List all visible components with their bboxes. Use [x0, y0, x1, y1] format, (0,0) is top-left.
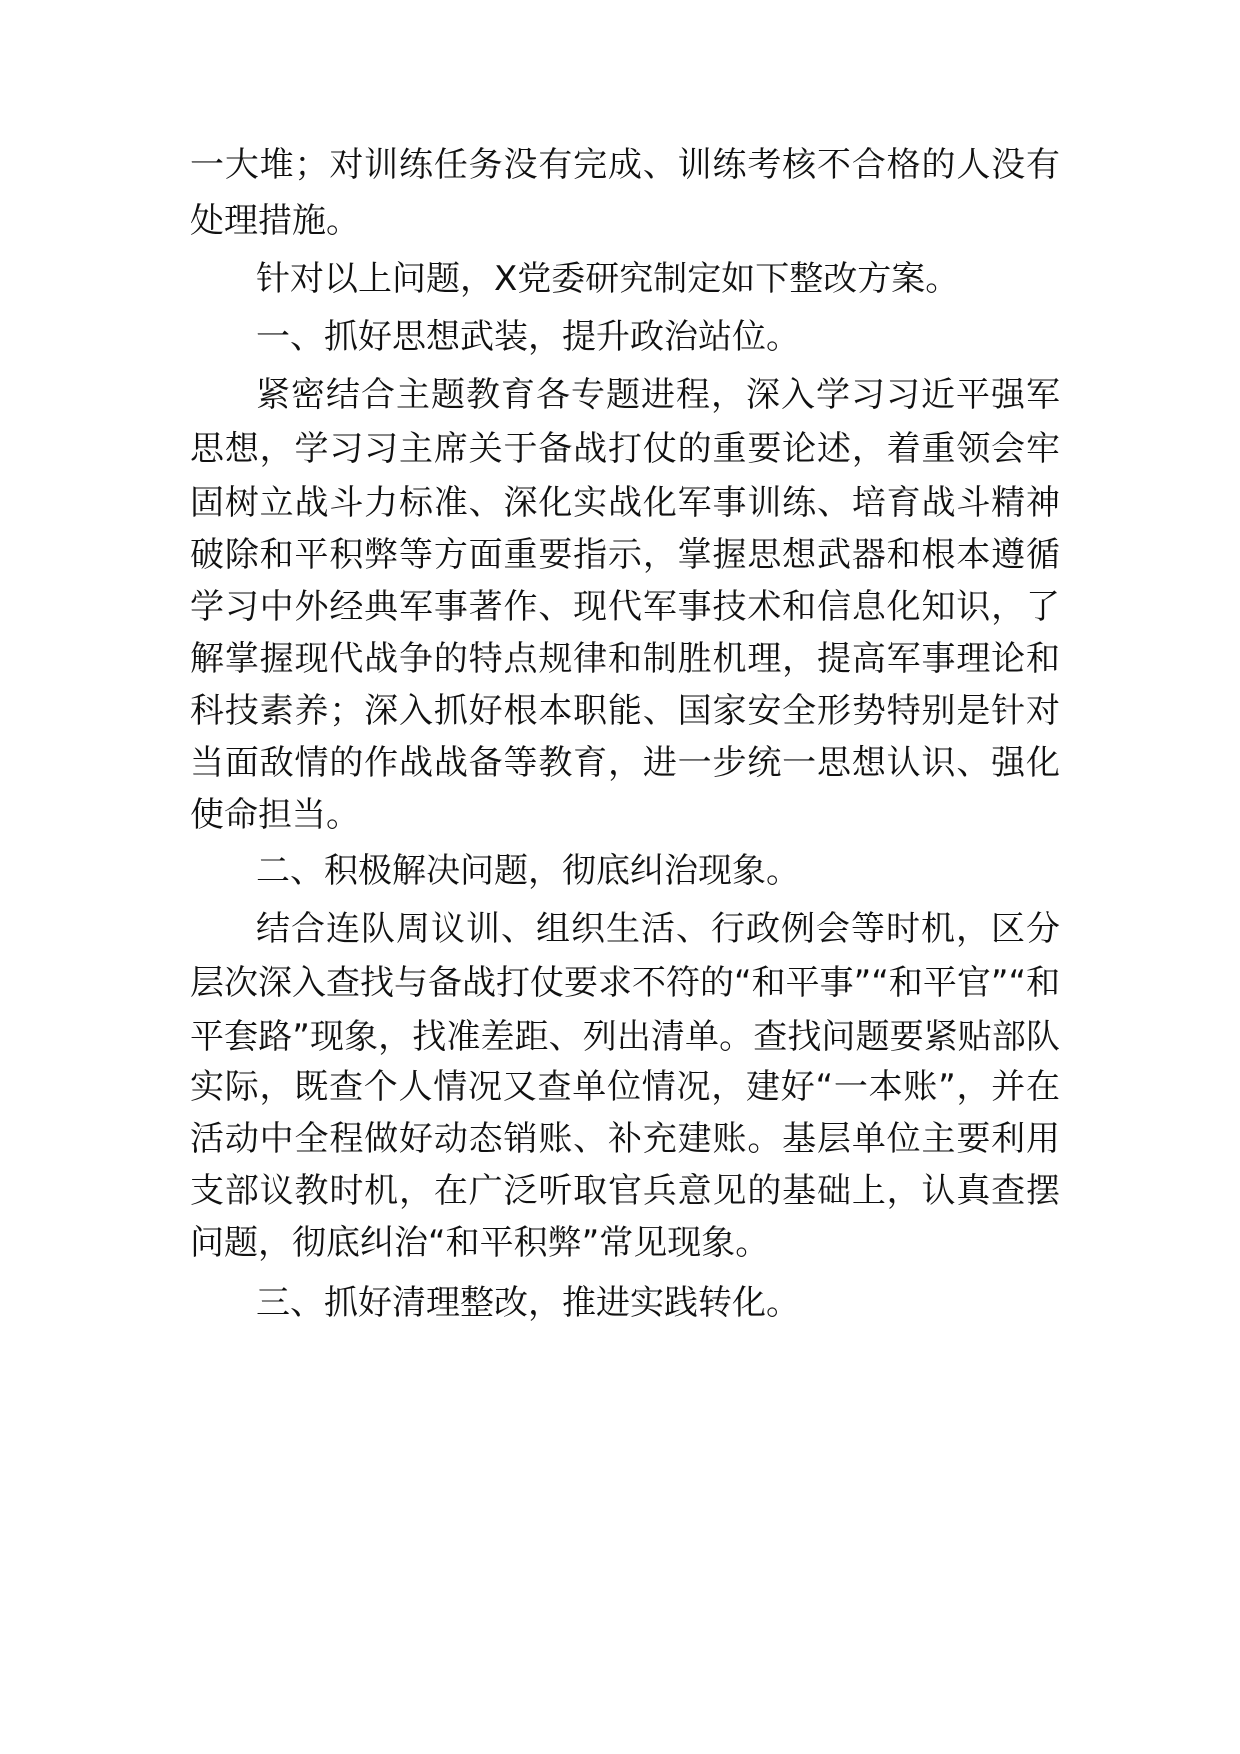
text-line: 紧密结合主题教育各专题进程，深入学习习近平强军: [256, 375, 1060, 415]
text-line: 针对以上问题，X党委研究制定如下整改方案。: [256, 259, 960, 299]
text-line: 结合连队周议训、组织生活、行政例会等时机，区分: [256, 909, 1060, 949]
text-line: 支部议教时机，在广泛听取官兵意见的基础上，认真查摆: [190, 1171, 1060, 1211]
text-line: 思想，学习习主席关于备战打仗的重要论述，着重领会牢: [190, 429, 1060, 469]
text-line: 当面敌情的作战战备等教育，进一步统一思想认识、强化: [190, 743, 1060, 783]
text-line: 层次深入查找与备战打仗要求不符的“和平事”“和平官”“和: [190, 963, 1060, 1003]
section-heading: 三、抓好清理整改，推进实践转化。: [256, 1283, 800, 1323]
text-line: 固树立战斗力标准、深化实战化军事训练、培育战斗精神: [190, 483, 1060, 523]
text-line: 活动中全程做好动态销账、补充建账。基层单位主要利用: [190, 1119, 1060, 1159]
section-heading: 一、抓好思想武装，提升政治站位。: [256, 317, 800, 357]
text-line: 使命担当。: [190, 795, 360, 835]
text-line: 处理措施。: [190, 201, 360, 241]
text-line: 实际，既查个人情况又查单位情况，建好“一本账”，并在: [190, 1067, 1060, 1107]
text-line: 一大堆；对训练任务没有完成、训练考核不合格的人没有: [190, 145, 1060, 185]
text-line: 科技素养；深入抓好根本职能、国家安全形势特别是针对: [190, 691, 1060, 731]
text-line: 平套路”现象，找准差距、列出清单。查找问题要紧贴部队: [190, 1017, 1060, 1057]
text-line: 解掌握现代战争的特点规律和制胜机理，提高军事理论和: [190, 639, 1060, 679]
section-heading: 二、积极解决问题，彻底纠治现象。: [256, 851, 800, 891]
text-line: 破除和平积弊等方面重要指示，掌握思想武器和根本遵循: [190, 535, 1060, 575]
text-line: 学习中外经典军事著作、现代军事技术和信息化知识，了: [190, 587, 1060, 627]
text-line: 问题，彻底纠治“和平积弊”常见现象。: [190, 1223, 770, 1263]
